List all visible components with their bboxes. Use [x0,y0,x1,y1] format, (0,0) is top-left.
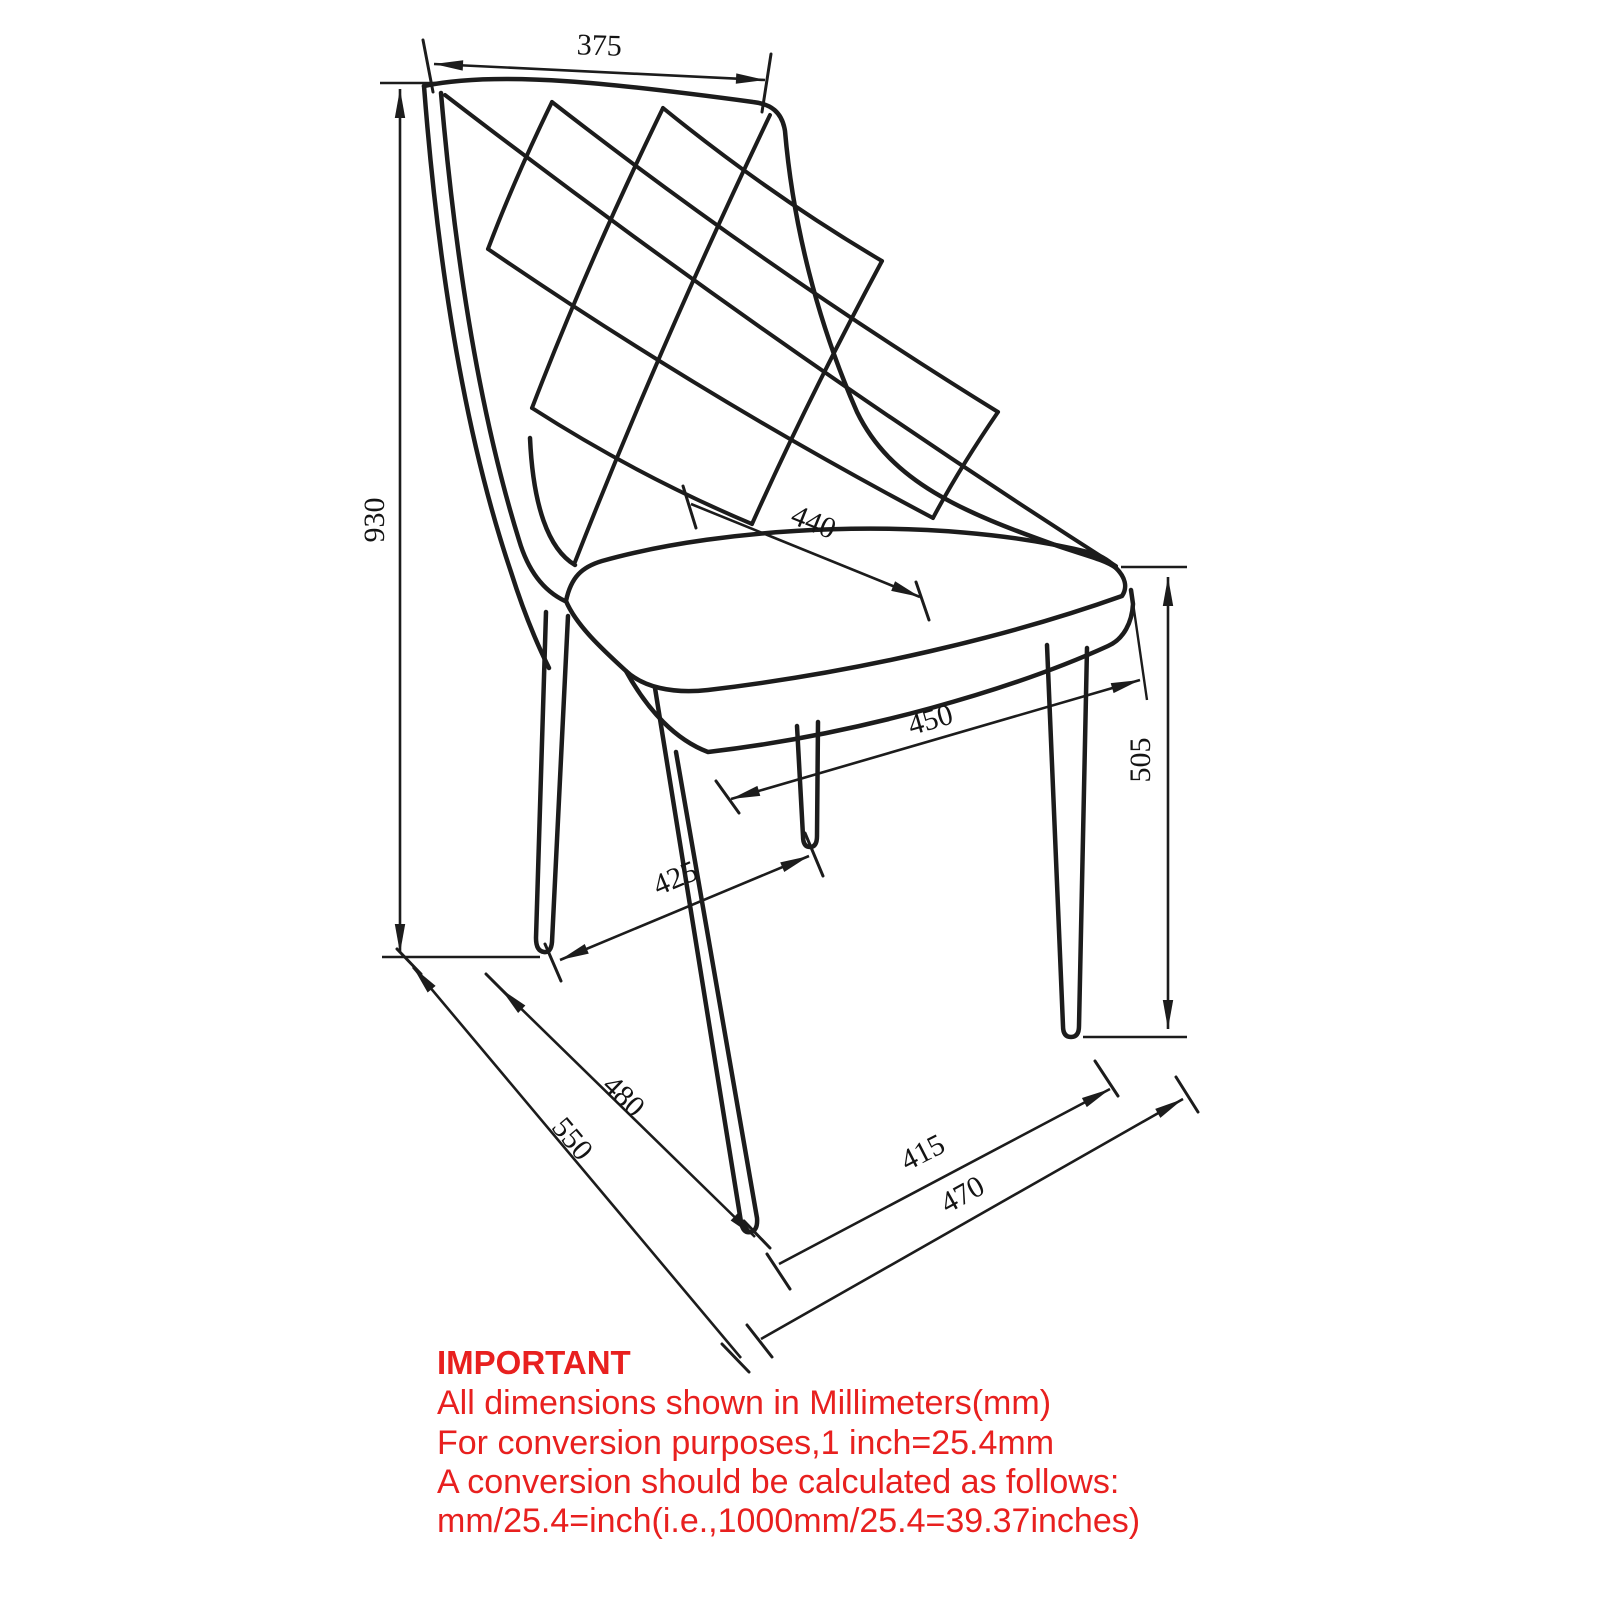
leg-front-right [1047,645,1087,1037]
dimension-value: 505 [1124,737,1157,783]
dim-floor-right-outer [747,1077,1198,1357]
dimension-value: 425 [648,854,703,903]
dimension-value: 930 [358,497,391,543]
note-heading: IMPORTANT [437,1344,631,1381]
tuft-line [663,108,882,261]
dim-floor-left-outer [397,949,749,1372]
tuft-line [488,102,552,249]
tuft-line [532,108,663,408]
extension-tick [722,1344,749,1372]
dimension-value: 550 [545,1111,600,1167]
extension-tick [683,486,696,528]
tuft-line [575,115,770,562]
tuft-line [552,102,998,412]
dimension-value: 480 [595,1068,652,1124]
note-line-3: A conversion should be calculated as follows: [437,1463,1120,1501]
seat-top-surface [566,529,1125,691]
leg-back-left [536,612,568,952]
tuft-line [445,95,1116,566]
dimension-line [761,1099,1183,1339]
dim-seat-depth-diagonal [683,486,929,620]
dimension-value: 440 [786,498,841,546]
leg-back-right [797,722,818,847]
legs [536,612,1087,1232]
backrest [424,79,1116,668]
note-line-1: All dimensions shown in Millimeters(mm) [437,1384,1052,1422]
dimension-value: 415 [895,1127,951,1178]
dimension-value: 450 [904,697,957,742]
backrest-outer-left-edge [424,86,549,668]
dim-seat-height [1083,567,1187,1037]
chair-outline [424,79,1133,1232]
note-line-2: For conversion purposes,1 inch=25.4mm [437,1424,1055,1462]
diamond-tufting-pattern [445,95,1116,566]
extension-line [1131,589,1147,700]
backrest-fold-line [530,438,575,565]
extension-tick [805,833,823,876]
extension-tick [916,582,929,620]
dimension-value: 470 [934,1169,991,1221]
tuft-line [532,408,752,524]
dim-floor-left-inner [486,974,770,1248]
note-line-4: mm/25.4=inch(i.e.,1000mm/25.4=39.37inches) [437,1502,1141,1540]
tuft-line [933,412,998,518]
dimension-value: 375 [576,28,623,63]
extension-tick [747,1325,772,1357]
seat-side-band [626,590,1133,752]
extension-tick [1176,1077,1198,1112]
important-note [437,1344,1140,1540]
extension-tick [545,944,561,981]
leg-front-left [655,688,757,1232]
dim-floor-right-inner [767,1061,1118,1289]
dimension-line [779,1089,1110,1264]
